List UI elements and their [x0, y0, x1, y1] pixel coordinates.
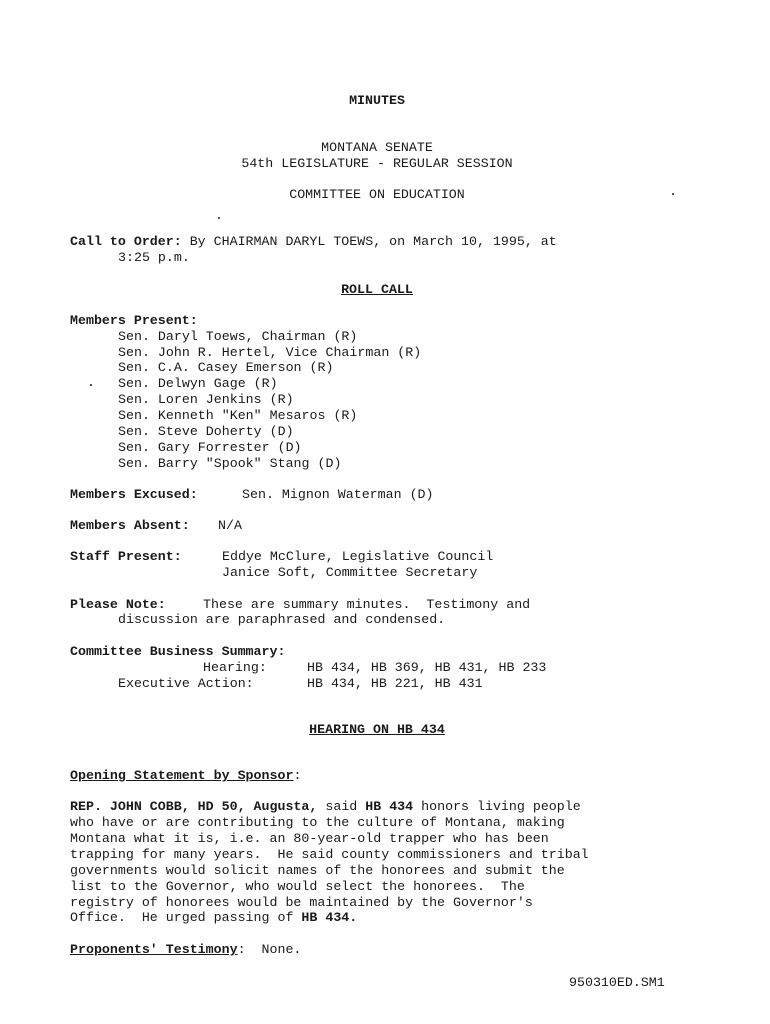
paragraph-line: who have or are contributing to the culture of Montana, making [70, 815, 565, 830]
paragraph-line: list to the Governor, who would select the honorees. The [70, 879, 525, 894]
hearing-label: Hearing: [203, 660, 267, 675]
please-note-text-2: discussion are paraphrased and condensed. [118, 612, 446, 627]
member-item: Sen. John R. Hertel, Vice Chairman (R) [118, 345, 422, 360]
members-excused-value: Sen. Mignon Waterman (D) [242, 487, 434, 502]
exec-action-label: Executive Action: [118, 676, 254, 691]
members-excused-line [70, 487, 198, 503]
member-item: Sen. Delwyn Gage (R) [118, 376, 278, 391]
session-heading: 54th LEGISLATURE - REGULAR SESSION [241, 156, 513, 171]
call-to-order-text: By CHAIRMAN DARYL TOEWS, on March 10, 1995, at [181, 234, 557, 249]
para-text: honors living people [413, 799, 581, 814]
exec-action-value: HB 434, HB 221, HB 431 [307, 676, 483, 691]
bill-reference: HB 434. [301, 910, 358, 925]
committee-heading: COMMITTEE ON EDUCATION [289, 187, 465, 202]
paragraph-last-line [70, 910, 710, 926]
senate-heading: MONTANA SENATE [321, 140, 433, 155]
opening-statement-label: Opening Statement by Sponsor [70, 768, 294, 783]
staff-present-label: Staff Present: [70, 549, 182, 564]
members-absent-value: N/A [218, 518, 242, 533]
opening-paragraph-line [70, 799, 710, 815]
proponents-value: : None. [237, 942, 302, 957]
scan-speck [672, 193, 674, 195]
member-item: Sen. Loren Jenkins (R) [118, 392, 294, 407]
proponents-label: Proponents' Testimony [70, 942, 238, 957]
paragraph-line: Montana what it is, i.e. an 80-year-old trapper who has been [70, 831, 549, 846]
proponents-line [70, 942, 301, 958]
please-note-label: Please Note: [70, 597, 166, 612]
para-text: said [317, 799, 366, 814]
call-to-order-time: 3:25 p.m. [118, 250, 190, 265]
member-item: Sen. Kenneth "Ken" Mesaros (R) [118, 408, 358, 423]
members-present-label: Members Present: [70, 313, 198, 328]
please-note-text: These are summary minutes. Testimony and [203, 597, 531, 612]
bill-reference: HB 434 [365, 799, 414, 814]
member-item: Sen. Daryl Toews, Chairman (R) [118, 329, 358, 344]
member-item: Sen. Barry "Spook" Stang (D) [118, 456, 342, 471]
paragraph-line: trapping for many years. He said county commissioners and tribal [70, 847, 589, 862]
staff-item: Eddye McClure, Legislative Council [222, 549, 494, 564]
members-absent-label: Members Absent: [70, 518, 190, 533]
opening-colon: : [293, 768, 302, 783]
scan-speck [90, 384, 92, 386]
business-summary-label: Committee Business Summary: [70, 644, 286, 659]
sponsor-name: REP. JOHN COBB, HD 50, Augusta, [70, 799, 318, 814]
call-to-order-label: Call to Order: [70, 234, 182, 249]
opening-statement-line [70, 768, 301, 784]
staff-item: Janice Soft, Committee Secretary [222, 565, 478, 580]
member-item: Sen. Gary Forrester (D) [118, 440, 302, 455]
para-text: Office. He urged passing of [70, 910, 302, 925]
roll-call-heading: ROLL CALL [341, 282, 413, 297]
call-to-order-line [70, 234, 557, 250]
member-item: Sen. Steve Doherty (D) [118, 424, 294, 439]
scan-speck [218, 217, 220, 219]
paragraph-line: governments would solicit names of the honorees and submit the [70, 863, 565, 878]
document-title: MINUTES [349, 93, 405, 108]
member-item: Sen. C.A. Casey Emerson (R) [118, 360, 334, 375]
document-id: 950310ED.SM1 [569, 975, 665, 990]
hearing-value: HB 434, HB 369, HB 431, HB 233 [307, 660, 547, 675]
members-excused-label: Members Excused: [70, 487, 198, 502]
hearing-heading: HEARING ON HB 434 [309, 722, 445, 737]
paragraph-line: registry of honorees would be maintained by the Governor's [70, 895, 533, 910]
